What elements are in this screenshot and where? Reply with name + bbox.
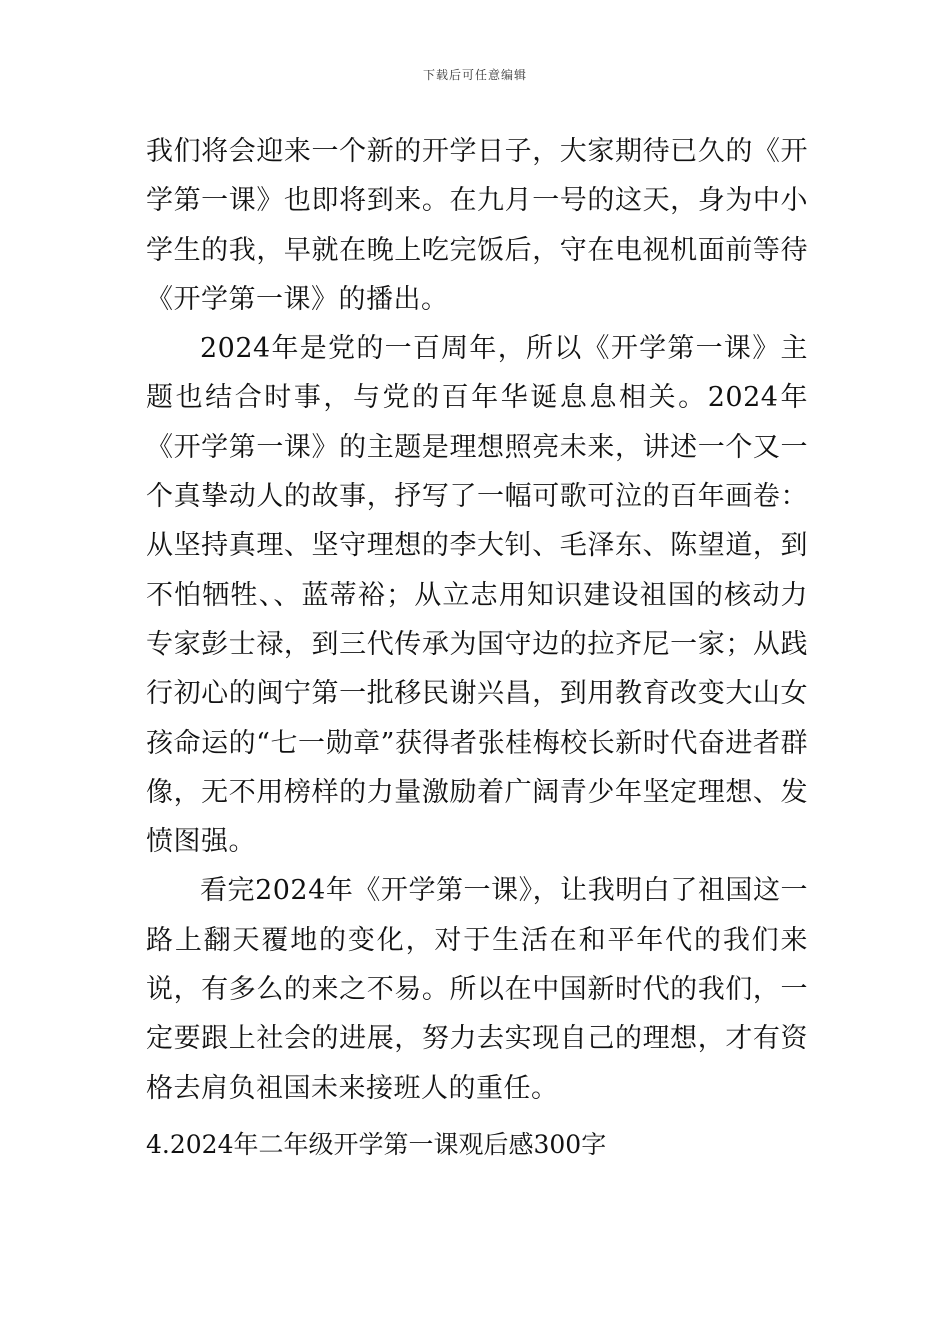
document-body [146, 127, 808, 1113]
paragraph-2: 2024年是党的一百周年，所以《开学第一课》主题也结合时事，与党的百年华诞息息相关。2024年《开学第一课》的主题是理想照亮未来，讲述一个又一个真挚动人的故事，抒写了一幅可歌可泣的百年画卷：从坚持真理、坚守理想的李大钊、毛泽东、陈望道，到不怕牺牲、、蓝蒂裕；从立志用知识建设祖国的核动力专家彭士禄，到三代传承为国守边的拉齐尼一家；从践行初心的闽宁第一批移民谢兴昌，到用教育改变大山女孩命运的“七一勋章”获得者张桂梅校长新时代奋进者群像，无不用榜样的力量激励着广阔青少年坚定理想、发愤图强。 [146, 333, 808, 858]
paragraph-1: 我们将会迎来一个新的开学日子，大家期待已久的《开学第一课》也即将到来。在九月一号的这天，身为中小学生的我，早就在晚上吃完饭后，守在电视机面前等待《开学第一课》的播出。 [146, 136, 808, 315]
section-heading: 4.2024年二年级开学第一课观后感300字 [146, 1130, 607, 1159]
page-header-note: 下载后可任意编辑 [422, 68, 527, 82]
paragraph-3: 看完2024年《开学第一课》，让我明白了祖国这一路上翻天覆地的变化，对于生活在和平年代的我们来说，有多么的来之不易。所以在中国新时代的我们，一定要跟上社会的进展，努力去实现自己的理想，才有资格去肩负祖国未来接班人的重任。 [146, 875, 808, 1104]
